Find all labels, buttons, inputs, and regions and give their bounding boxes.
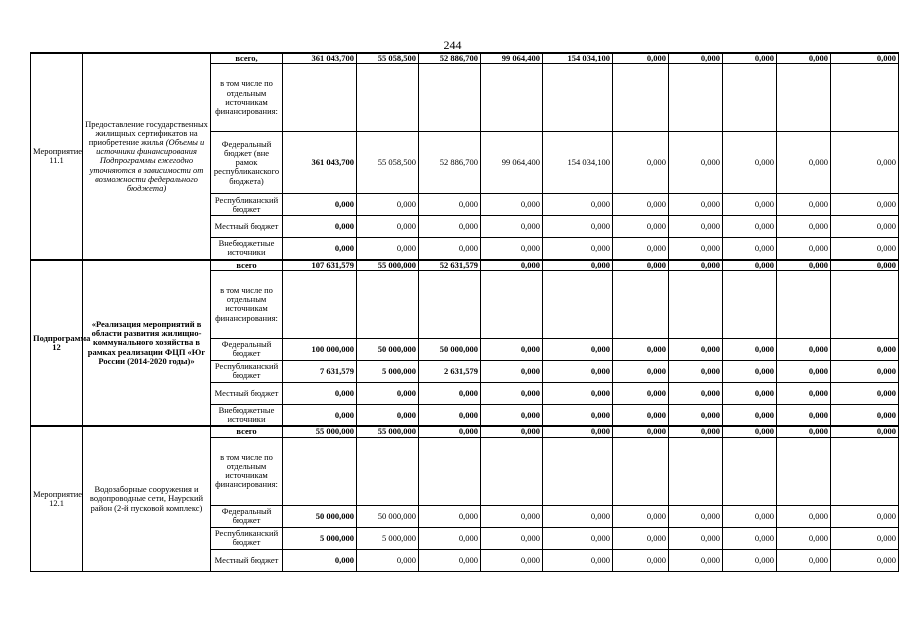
amount-cell: 0,000 [543, 360, 613, 382]
amount-cell [723, 437, 777, 505]
amount-cell: 0,000 [357, 404, 419, 426]
amount-cell: 0,000 [481, 360, 543, 382]
funding-source: Местный бюджет [211, 549, 283, 571]
amount-cell [831, 437, 899, 505]
amount-cell [357, 64, 419, 132]
amount-cell: 0,000 [777, 260, 831, 271]
amount-cell: 0,000 [777, 216, 831, 238]
funding-source: в том числе по отдельным источникам финансирования: [211, 270, 283, 338]
amount-cell: 0,000 [613, 132, 669, 194]
amount-cell: 0,000 [669, 53, 723, 64]
amount-cell: 0,000 [543, 549, 613, 571]
amount-cell: 55 058,500 [357, 53, 419, 64]
amount-cell: 0,000 [543, 505, 613, 527]
amount-cell: 52 886,700 [419, 53, 481, 64]
amount-cell: 0,000 [831, 360, 899, 382]
amount-cell [613, 437, 669, 505]
amount-cell: 50 000,000 [283, 505, 357, 527]
amount-cell: 0,000 [669, 360, 723, 382]
amount-cell: 0,000 [543, 426, 613, 437]
amount-cell: 0,000 [613, 53, 669, 64]
amount-cell: 0,000 [613, 338, 669, 360]
amount-cell: 99 064,400 [481, 53, 543, 64]
amount-cell: 52 886,700 [419, 132, 481, 194]
amount-cell [777, 64, 831, 132]
amount-cell: 0,000 [419, 426, 481, 437]
amount-cell: 0,000 [777, 238, 831, 260]
amount-cell: 0,000 [669, 549, 723, 571]
funding-source: в том числе по отдельным источникам финансирования: [211, 64, 283, 132]
amount-cell [419, 437, 481, 505]
amount-cell: 0,000 [831, 260, 899, 271]
amount-cell: 0,000 [777, 53, 831, 64]
amount-cell: 0,000 [777, 505, 831, 527]
amount-cell [723, 64, 777, 132]
amount-cell: 0,000 [777, 527, 831, 549]
amount-cell: 0,000 [669, 132, 723, 194]
amount-cell: 0,000 [357, 194, 419, 216]
amount-cell: 0,000 [723, 360, 777, 382]
amount-cell: 0,000 [283, 404, 357, 426]
amount-cell: 0,000 [481, 238, 543, 260]
amount-cell: 0,000 [723, 527, 777, 549]
amount-cell: 0,000 [669, 382, 723, 404]
funding-source: всего, [211, 53, 283, 64]
amount-cell: 361 043,700 [283, 53, 357, 64]
amount-cell: 0,000 [283, 216, 357, 238]
amount-cell: 50 000,000 [357, 338, 419, 360]
amount-cell [419, 270, 481, 338]
amount-cell: 0,000 [777, 132, 831, 194]
amount-cell: 0,000 [419, 549, 481, 571]
funding-source: Республиканский бюджет [211, 527, 283, 549]
amount-cell: 0,000 [481, 505, 543, 527]
amount-cell: 0,000 [543, 382, 613, 404]
amount-cell: 0,000 [481, 194, 543, 216]
amount-cell [419, 64, 481, 132]
amount-cell: 55 000,000 [357, 260, 419, 271]
amount-cell: 0,000 [357, 216, 419, 238]
section-name: Мероприятие 11.1 [31, 53, 83, 260]
amount-cell: 0,000 [543, 238, 613, 260]
amount-cell [777, 437, 831, 505]
amount-cell: 0,000 [419, 238, 481, 260]
section-description [83, 53, 211, 260]
amount-cell: 0,000 [481, 260, 543, 271]
funding-source: Внебюджетные источники [211, 238, 283, 260]
section-name: Мероприятие 12.1 [31, 426, 83, 571]
amount-cell: 0,000 [283, 382, 357, 404]
amount-cell: 0,000 [831, 338, 899, 360]
section-description-text: Водозаборные сооружения и водопроводные сети, Наурский район (2-й пусковой комплекс) [89, 484, 204, 513]
amount-cell: 0,000 [777, 404, 831, 426]
amount-cell [481, 64, 543, 132]
amount-cell: 0,000 [723, 132, 777, 194]
amount-cell: 0,000 [613, 194, 669, 216]
amount-cell: 0,000 [831, 505, 899, 527]
amount-cell [669, 64, 723, 132]
amount-cell [283, 270, 357, 338]
amount-cell: 0,000 [613, 549, 669, 571]
amount-cell [357, 270, 419, 338]
budget-table [30, 52, 899, 572]
amount-cell: 0,000 [669, 338, 723, 360]
amount-cell: 0,000 [543, 338, 613, 360]
amount-cell: 0,000 [777, 426, 831, 437]
amount-cell [831, 270, 899, 338]
amount-cell: 0,000 [613, 426, 669, 437]
amount-cell: 0,000 [669, 260, 723, 271]
funding-source: Местный бюджет [211, 216, 283, 238]
amount-cell: 2 631,579 [419, 360, 481, 382]
amount-cell: 0,000 [613, 404, 669, 426]
amount-cell: 0,000 [723, 53, 777, 64]
table-row [31, 53, 899, 64]
funding-source: Республиканский бюджет [211, 194, 283, 216]
amount-cell: 0,000 [283, 238, 357, 260]
amount-cell [831, 64, 899, 132]
amount-cell: 0,000 [777, 549, 831, 571]
amount-cell: 0,000 [723, 505, 777, 527]
amount-cell: 154 034,100 [543, 132, 613, 194]
amount-cell: 0,000 [419, 194, 481, 216]
amount-cell: 0,000 [723, 194, 777, 216]
amount-cell: 0,000 [831, 53, 899, 64]
table-row [31, 426, 899, 437]
amount-cell: 0,000 [613, 382, 669, 404]
amount-cell: 55 058,500 [357, 132, 419, 194]
amount-cell: 0,000 [777, 338, 831, 360]
amount-cell: 0,000 [419, 382, 481, 404]
amount-cell: 0,000 [669, 527, 723, 549]
amount-cell: 0,000 [419, 404, 481, 426]
amount-cell: 0,000 [669, 238, 723, 260]
amount-cell: 0,000 [283, 194, 357, 216]
amount-cell [481, 270, 543, 338]
amount-cell: 0,000 [831, 404, 899, 426]
amount-cell: 99 064,400 [481, 132, 543, 194]
funding-source: Федеральный бюджет [211, 505, 283, 527]
amount-cell [777, 270, 831, 338]
amount-cell: 0,000 [283, 549, 357, 571]
amount-cell: 0,000 [831, 382, 899, 404]
amount-cell [283, 437, 357, 505]
amount-cell: 0,000 [481, 426, 543, 437]
table-row [31, 260, 899, 271]
amount-cell: 0,000 [777, 382, 831, 404]
amount-cell: 0,000 [357, 382, 419, 404]
amount-cell: 0,000 [613, 360, 669, 382]
amount-cell: 0,000 [831, 194, 899, 216]
amount-cell: 0,000 [481, 404, 543, 426]
amount-cell: 0,000 [669, 404, 723, 426]
amount-cell: 0,000 [613, 505, 669, 527]
funding-source: Федеральный бюджет (вне рамок республиканского бюджета) [211, 132, 283, 194]
funding-source: Республиканский бюджет [211, 360, 283, 382]
amount-cell: 0,000 [481, 382, 543, 404]
amount-cell: 55 000,000 [357, 426, 419, 437]
amount-cell: 50 000,000 [419, 338, 481, 360]
amount-cell: 154 034,100 [543, 53, 613, 64]
amount-cell: 107 631,579 [283, 260, 357, 271]
section-description [83, 260, 211, 427]
amount-cell: 0,000 [723, 426, 777, 437]
amount-cell: 0,000 [543, 216, 613, 238]
amount-cell: 7 631,579 [283, 360, 357, 382]
amount-cell: 0,000 [723, 216, 777, 238]
amount-cell: 0,000 [831, 132, 899, 194]
amount-cell: 0,000 [543, 527, 613, 549]
amount-cell [669, 270, 723, 338]
amount-cell: 52 631,579 [419, 260, 481, 271]
section-description-note: (Объемы и источники финансирования Подпрограммы ежегодно уточняются в зависимости от возможности федерального бюджета) [89, 136, 205, 193]
amount-cell: 0,000 [543, 404, 613, 426]
amount-cell: 0,000 [613, 216, 669, 238]
amount-cell: 0,000 [419, 216, 481, 238]
amount-cell: 0,000 [669, 216, 723, 238]
amount-cell: 0,000 [481, 527, 543, 549]
section-description [83, 426, 211, 571]
amount-cell: 5 000,000 [283, 527, 357, 549]
amount-cell [357, 437, 419, 505]
amount-cell [613, 64, 669, 132]
section-description-text: «Реализация мероприятий в области развития жилищно-коммунального хозяйства в рамках реализации ФЦП «Юг России (2014-2020 годы)» [87, 319, 206, 366]
amount-cell: 0,000 [613, 260, 669, 271]
amount-cell: 0,000 [831, 216, 899, 238]
amount-cell [283, 64, 357, 132]
amount-cell [543, 270, 613, 338]
amount-cell: 0,000 [723, 338, 777, 360]
amount-cell: 0,000 [357, 238, 419, 260]
funding-source: Внебюджетные источники [211, 404, 283, 426]
amount-cell: 0,000 [613, 527, 669, 549]
section-description-text: Предоставление государственных жилищных сертификатов на приобретение жилья [85, 118, 208, 147]
amount-cell: 0,000 [543, 194, 613, 216]
amount-cell: 0,000 [669, 505, 723, 527]
funding-source: Местный бюджет [211, 382, 283, 404]
page-number: 244 [443, 38, 462, 52]
amount-cell [669, 437, 723, 505]
amount-cell: 0,000 [613, 238, 669, 260]
amount-cell: 0,000 [723, 238, 777, 260]
amount-cell [543, 64, 613, 132]
amount-cell: 0,000 [723, 260, 777, 271]
amount-cell: 0,000 [723, 382, 777, 404]
amount-cell: 0,000 [831, 238, 899, 260]
amount-cell: 0,000 [419, 505, 481, 527]
funding-source: всего [211, 260, 283, 271]
amount-cell: 100 000,000 [283, 338, 357, 360]
amount-cell: 0,000 [481, 216, 543, 238]
section-name: Подпрограмма 12 [31, 260, 83, 427]
amount-cell: 0,000 [481, 549, 543, 571]
amount-cell: 0,000 [419, 527, 481, 549]
amount-cell: 0,000 [831, 426, 899, 437]
amount-cell [723, 270, 777, 338]
amount-cell [613, 270, 669, 338]
amount-cell: 0,000 [723, 404, 777, 426]
amount-cell: 0,000 [357, 549, 419, 571]
amount-cell [481, 437, 543, 505]
amount-cell: 0,000 [831, 527, 899, 549]
amount-cell: 5 000,000 [357, 527, 419, 549]
amount-cell: 55 000,000 [283, 426, 357, 437]
amount-cell: 0,000 [777, 194, 831, 216]
funding-source: всего [211, 426, 283, 437]
amount-cell [543, 437, 613, 505]
amount-cell: 50 000,000 [357, 505, 419, 527]
amount-cell: 0,000 [723, 549, 777, 571]
amount-cell: 361 043,700 [283, 132, 357, 194]
amount-cell: 0,000 [777, 360, 831, 382]
funding-source: в том числе по отдельным источникам финансирования: [211, 437, 283, 505]
funding-source: Федеральный бюджет [211, 338, 283, 360]
amount-cell: 5 000,000 [357, 360, 419, 382]
amount-cell: 0,000 [481, 338, 543, 360]
amount-cell: 0,000 [831, 549, 899, 571]
amount-cell: 0,000 [669, 426, 723, 437]
amount-cell: 0,000 [669, 194, 723, 216]
amount-cell: 0,000 [543, 260, 613, 271]
